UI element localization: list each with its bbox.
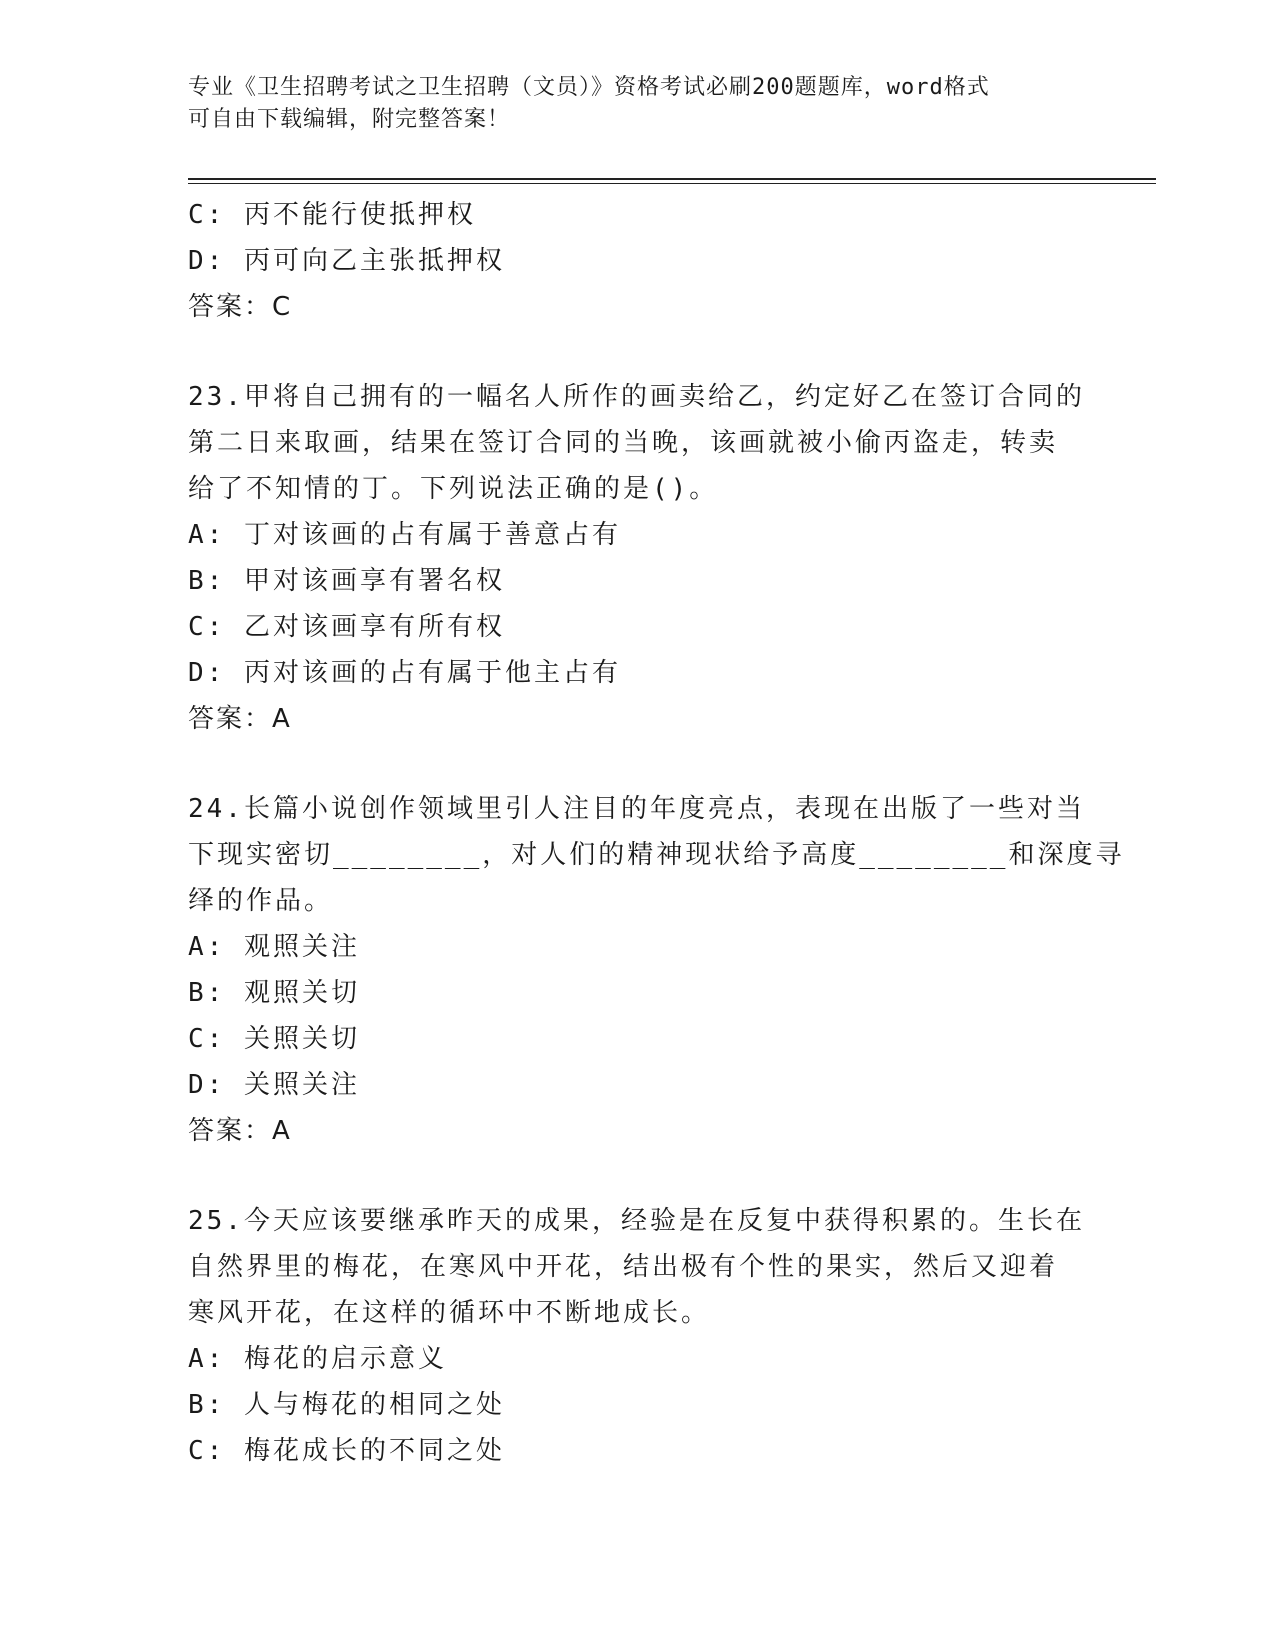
- option-a: A: 梅花的启示意义: [188, 1344, 447, 1374]
- question-23: [188, 374, 1088, 742]
- question-stem-line: 绎的作品。: [188, 886, 334, 916]
- header-line-2: 可自由下载编辑，附完整答案！: [188, 107, 511, 132]
- option-c: C: 丙不能行使抵押权: [188, 200, 476, 230]
- question-stem-line: 23.甲将自己拥有的一幅名人所作的画卖给乙，约定好乙在签订合同的: [188, 382, 1085, 412]
- option-a: A: 观照关注: [188, 932, 360, 962]
- option-c: C: 梅花成长的不同之处: [188, 1436, 505, 1466]
- question-stem-line: 自然界里的梅花，在寒风中开花，结出极有个性的果实，然后又迎着: [188, 1252, 1059, 1282]
- option-b: B: 甲对该画享有署名权: [188, 566, 505, 596]
- question-stem-line: 24.长篇小说创作领域里引人注目的年度亮点，表现在出版了一些对当: [188, 794, 1085, 824]
- answer-line: 答案：C: [188, 292, 293, 322]
- option-c: C: 乙对该画享有所有权: [188, 612, 505, 642]
- document-header: [188, 72, 1088, 136]
- answer-line: 答案：A: [188, 704, 292, 734]
- header-divider-thin: [188, 183, 1156, 184]
- question-stem-line: 第二日来取画，结果在签订合同的当晚，该画就被小偷丙盗走，转卖: [188, 428, 1059, 458]
- question-prev: [188, 192, 1088, 330]
- option-d: D: 丙对该画的占有属于他主占有: [188, 658, 621, 688]
- header-line-1: 专业《卫生招聘考试之卫生招聘（文员）》资格考试必刷200题题库，word格式: [188, 75, 990, 100]
- option-c: C: 关照关切: [188, 1024, 360, 1054]
- header-divider-thick: [188, 178, 1156, 180]
- question-24: [188, 786, 1125, 1154]
- question-stem-line: 给了不知情的丁。下列说法正确的是()。: [188, 474, 719, 504]
- question-stem-line: 25.今天应该要继承昨天的成果，经验是在反复中获得积累的。生长在: [188, 1206, 1085, 1236]
- option-d: D: 关照关注: [188, 1070, 360, 1100]
- option-b: B: 人与梅花的相同之处: [188, 1390, 505, 1420]
- option-a: A: 丁对该画的占有属于善意占有: [188, 520, 621, 550]
- question-stem-line: 下现实密切________，对人们的精神现状给予高度________和深度寻: [188, 840, 1125, 870]
- option-d: D: 丙可向乙主张抵押权: [188, 246, 505, 276]
- question-25: [188, 1198, 1088, 1474]
- answer-line: 答案：A: [188, 1116, 292, 1146]
- question-list: [188, 192, 1125, 1474]
- question-stem-line: 寒风开花，在这样的循环中不断地成长。: [188, 1298, 711, 1328]
- option-b: B: 观照关切: [188, 978, 360, 1008]
